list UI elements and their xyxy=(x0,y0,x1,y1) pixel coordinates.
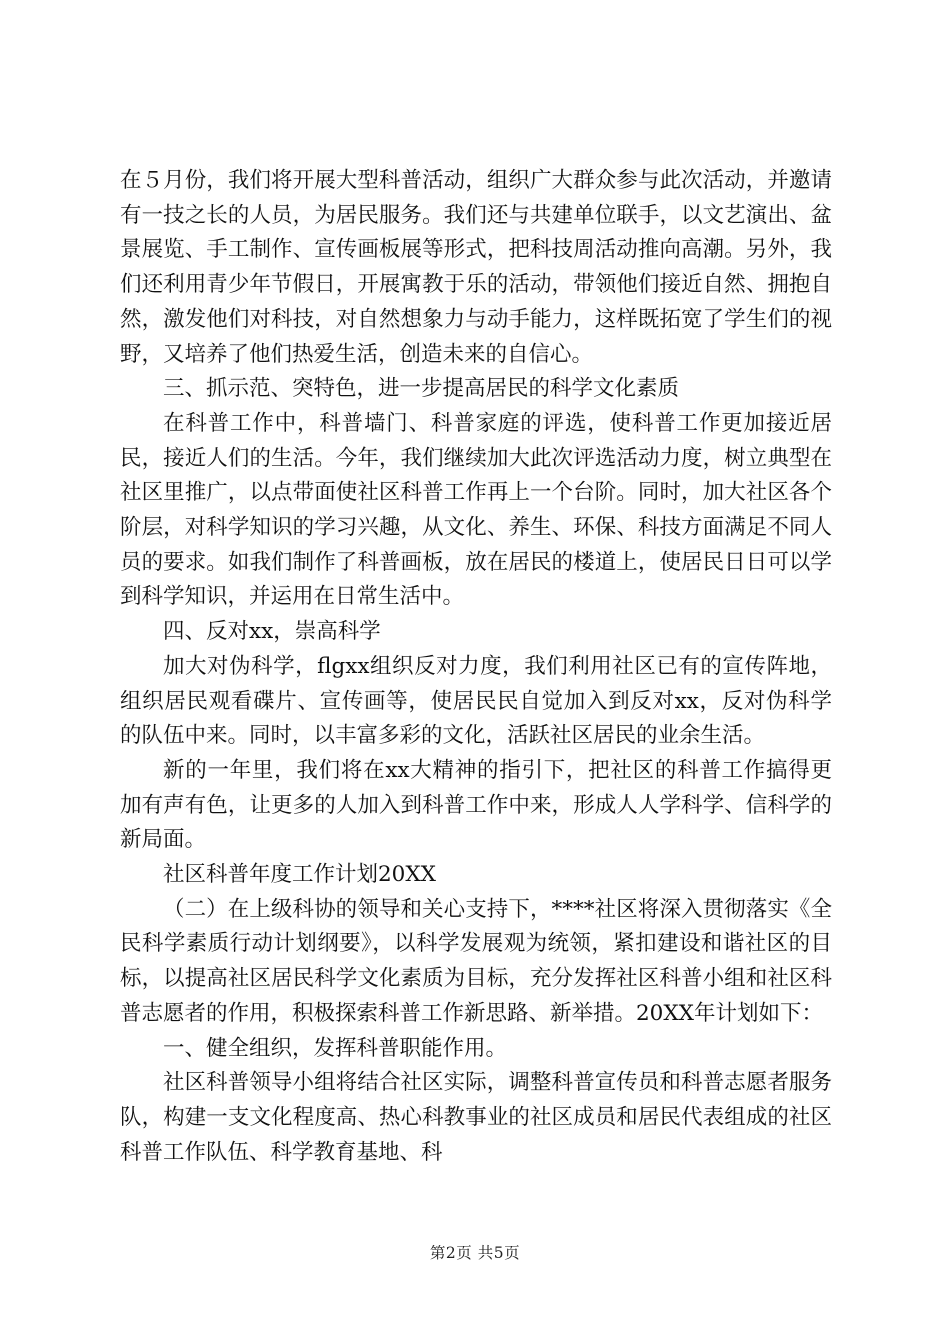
heading-organization: 一、健全组织，发挥科普职能作用。 xyxy=(163,1035,508,1061)
paragraph-leadership-group: 社区科普领导小组将结合社区实际，调整科普宣传员和科普志愿者服务队，构建一支文化程度高、热心科教事业的社区成员和居民代表组成的社区科普工作队伍、科学教育基地、科 xyxy=(120,1070,832,1165)
paragraph-demonstration: 在科普工作中，科普墙门、科普家庭的评选，使科普工作更加接近居民，接近人们的生活。今年，我们继续加大此次评选活动力度，树立典型在社区里推广，以点带面使社区科普工作再上一个台阶。同时，加大社区各个阶层，对科学知识的学习兴趣，从文化、养生、环保、科技方面满足不同人员的要求。如我们制作了科普画板，放在居民的楼道上，使居民日日可以学到科学知识，并运用在日常生活中。 xyxy=(120,410,832,610)
heading-section-three: 三、抓示范、突特色，进一步提高居民的科学文化素质 xyxy=(163,376,680,402)
page-number-footer: 第2页 共5页 xyxy=(429,1244,521,1262)
document-body xyxy=(120,164,832,1170)
paragraph-plan-intro: （二）在上级科协的领导和关心支持下，****社区将深入贯彻落实《全民科学素质行动计划纲要》，以科学发展观为统领，紧扣建设和谐社区的目标，以提高社区居民科学文化素质为目标，充分发挥社区科普小组和社区科普志愿者的作用，积极探索科普工作新思路、新举措。20XX年计划如下： xyxy=(120,896,832,1026)
paragraph-science-week: 在５月份，我们将开展大型科普活动，组织广大群众参与此次活动，并邀请有一技之长的人员，为居民服务。我们还与共建单位联手，以文艺演出、盆景展览、手工制作、宣传画板展等形式，把科技周活动推向高潮。另外，我们还利用青少年节假日，开展寓教于乐的活动，带领他们接近自然、拥抱自然，激发他们对科技，对自然想象力与动手能力，这样既拓宽了学生们的视野，又培养了他们热爱生活，创造未来的自信心。 xyxy=(120,168,832,367)
paragraph-new-year: 新的一年里，我们将在xx大精神的指引下，把社区的科普工作搞得更加有声有色，让更多的人加入到科普工作中来，形成人人学科学、信科学的新局面。 xyxy=(120,757,832,853)
paragraph-anti-pseudoscience: 加大对伪科学，flgxx组织反对力度，我们利用社区已有的宣传阵地，组织居民观看碟片、宣传画等，使居民民自觉加入到反对xx，反对伪科学的队伍中来。同时，以丰富多彩的文化，活跃社区居民的业余生活。 xyxy=(120,653,832,749)
heading-annual-plan: 社区科普年度工作计划20XX xyxy=(163,862,436,888)
heading-section-four: 四、反对xx，崇高科学 xyxy=(163,619,381,645)
